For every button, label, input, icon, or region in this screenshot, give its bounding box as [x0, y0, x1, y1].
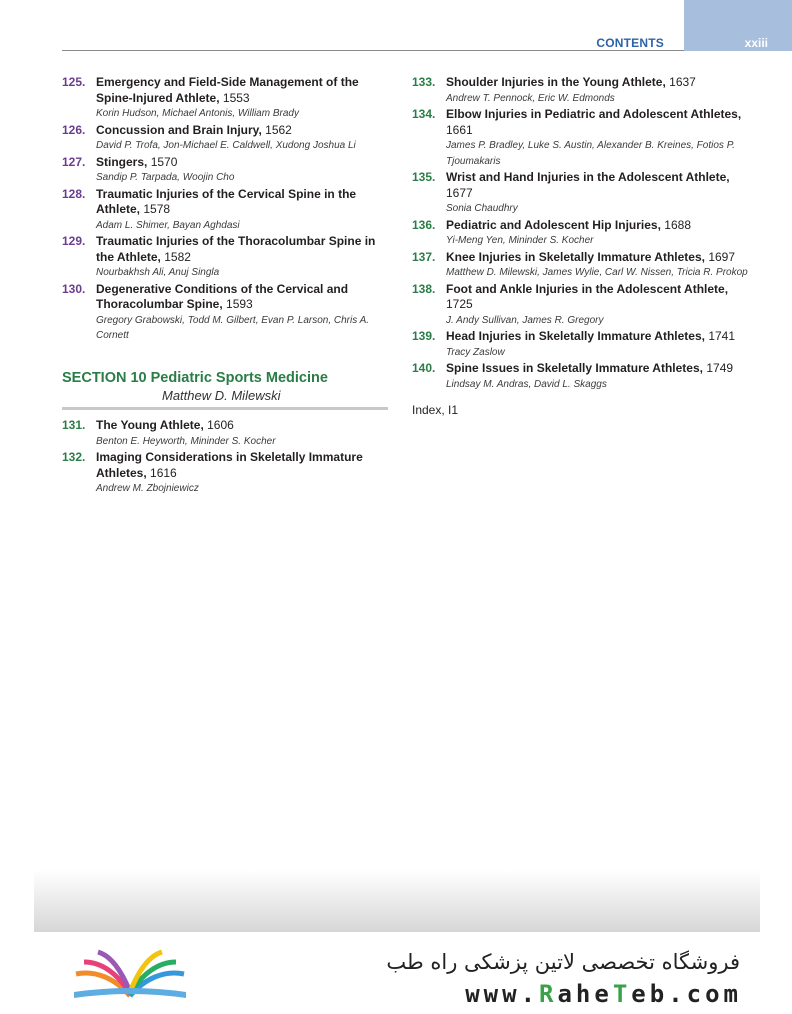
- toc-entry: [412, 170, 752, 217]
- chapter-number: 135.: [412, 170, 436, 184]
- section-heading: [62, 370, 388, 403]
- promo-text: فروشگاه تخصصی لاتین پزشکی راه طب: [386, 950, 740, 974]
- chapter-title: Shoulder Injuries in the Young Athlete,: [446, 75, 666, 89]
- chapter-page: 1562: [265, 122, 292, 137]
- chapter-title: Pediatric and Adolescent Hip Injuries,: [446, 217, 661, 232]
- chapter-title: The Young Athlete,: [96, 418, 204, 432]
- chapter-page: 1688: [664, 217, 691, 232]
- chapter-page: 1553: [222, 90, 250, 105]
- book-logo-icon: [70, 948, 190, 1004]
- chapter-page: 1578: [143, 202, 171, 216]
- chapter-number: 131.: [62, 418, 86, 432]
- chapter-title-line: [96, 123, 392, 139]
- chapter-title-line: [446, 170, 752, 201]
- chapter-title-line: [446, 250, 752, 266]
- section-title: SECTION 10 Pediatric Sports Medicine: [62, 370, 328, 386]
- toc-entry: [62, 234, 392, 281]
- chapter-title-line: [446, 282, 752, 313]
- chapter-title-line: [96, 187, 392, 218]
- chapter-title: Traumatic Injuries of the Thoracolumbar Spine in the Athlete,: [96, 234, 376, 264]
- chapter-title: Head Injuries in Skeletally Immature Athletes,: [446, 329, 705, 343]
- chapter-page: 1593: [226, 297, 253, 311]
- chapter-page: 1697: [708, 249, 736, 264]
- chapter-title: Concussion and Brain Injury,: [96, 122, 262, 137]
- toc-entry: [62, 418, 392, 449]
- chapter-page: 1725: [446, 297, 473, 311]
- toc-entry: [412, 361, 752, 392]
- toc-entry: [412, 75, 752, 106]
- toc-entry: [412, 329, 752, 360]
- index-entry: Index, I1: [412, 403, 459, 417]
- chapter-number: 130.: [62, 281, 86, 296]
- chapter-title: Knee Injuries in Skeletally Immature Athletes,: [446, 249, 705, 264]
- chapter-authors: David P. Trofa, Jon-Michael E. Caldwell, Xudong Joshua Li: [96, 140, 356, 151]
- chapter-authors: Benton E. Heyworth, Mininder S. Kocher: [96, 435, 276, 447]
- chapter-authors: Matthew D. Milewski, James Wylie, Carl W. Nissen, Tricia R. Prokop: [446, 267, 748, 278]
- page-number: xxiii: [744, 36, 768, 50]
- chapter-page: 1741: [708, 329, 736, 343]
- chapter-number: 128.: [62, 186, 86, 201]
- chapter-title-line: [446, 107, 752, 138]
- chapter-title: Degenerative Conditions of the Cervical and Thoracolumbar Spine,: [96, 281, 349, 311]
- chapter-title-line: [96, 450, 392, 481]
- running-head: CONTENTS: [596, 36, 664, 50]
- toc-right-column: [412, 75, 752, 393]
- chapter-title-line: [96, 234, 392, 265]
- chapter-page: 1582: [164, 249, 191, 264]
- chapter-number: 136.: [412, 217, 436, 232]
- chapter-title: Imaging Considerations in Skeletally Immature Athletes,: [96, 450, 363, 480]
- chapter-authors: James P. Bradley, Luke S. Austin, Alexander B. Kreines, Fotios P. Tjoumakaris: [446, 140, 735, 167]
- chapter-title-line: [96, 155, 392, 171]
- toc-entry: [412, 107, 752, 169]
- chapter-title-line: [96, 75, 392, 106]
- chapter-page: 1637: [669, 75, 696, 89]
- chapter-title: Stingers,: [96, 154, 148, 169]
- promo-url: www.RaheTeb.com: [465, 980, 742, 1008]
- toc-section-column: [62, 418, 392, 498]
- chapter-title: Traumatic Injuries of the Cervical Spine in the Athlete,: [96, 186, 357, 216]
- chapter-number: 139.: [412, 329, 436, 343]
- chapter-page: 1616: [150, 465, 177, 480]
- chapter-number: 127.: [62, 154, 86, 169]
- toc-entry: [412, 282, 752, 329]
- chapter-title-line: [446, 329, 752, 345]
- chapter-title-line: [96, 418, 392, 434]
- toc-entry: [62, 75, 392, 122]
- chapter-page: 1570: [150, 154, 178, 169]
- chapter-title-line: [446, 75, 752, 91]
- chapter-number: 132.: [62, 450, 86, 464]
- toc-entry: [62, 450, 392, 497]
- toc-entry: [62, 282, 392, 344]
- chapter-authors: Tracy Zaslow: [446, 346, 505, 358]
- chapter-authors: Lindsay M. Andras, David L. Skaggs: [446, 378, 607, 390]
- chapter-number: 134.: [412, 107, 436, 121]
- chapter-number: 140.: [412, 361, 436, 375]
- toc-entry: [62, 123, 392, 154]
- toc-entry: [62, 155, 392, 186]
- chapter-authors: J. Andy Sullivan, James R. Gregory: [446, 314, 604, 326]
- chapter-page: 1606: [207, 418, 234, 432]
- section-rule: [62, 407, 388, 410]
- chapter-authors: Andrew M. Zbojniewicz: [96, 483, 199, 494]
- chapter-title: Foot and Ankle Injuries in the Adolescent Athlete,: [446, 281, 729, 296]
- chapter-authors: Adam L. Shimer, Bayan Aghdasi: [96, 219, 240, 231]
- section-editor: Matthew D. Milewski: [162, 388, 281, 403]
- chapter-page: 1661: [446, 122, 473, 137]
- chapter-number: 125.: [62, 75, 86, 89]
- chapter-page: 1677: [446, 185, 473, 200]
- chapter-authors: Korin Hudson, Michael Antonis, William Brady: [96, 108, 299, 119]
- footer-shadow: [34, 870, 760, 932]
- toc-entry: [62, 187, 392, 234]
- chapter-page: 1749: [706, 361, 734, 375]
- toc-entry: [412, 250, 752, 281]
- chapter-title: Wrist and Hand Injuries in the Adolescent Athlete,: [446, 170, 730, 184]
- chapter-authors: Sandip P. Tarpada, Woojin Cho: [96, 172, 235, 183]
- chapter-title: Elbow Injuries in Pediatric and Adolescent Athletes,: [446, 107, 742, 121]
- chapter-authors: Yi-Meng Yen, Mininder S. Kocher: [446, 235, 594, 246]
- chapter-title-line: [446, 218, 752, 234]
- chapter-title-line: [446, 361, 752, 377]
- chapter-title: Spine Issues in Skeletally Immature Athletes,: [446, 361, 703, 375]
- chapter-authors: Sonia Chaudhry: [446, 203, 518, 214]
- chapter-number: 137.: [412, 249, 436, 264]
- chapter-authors: Nourbakhsh Ali, Anuj Singla: [96, 267, 220, 278]
- chapter-number: 129.: [62, 234, 86, 248]
- chapter-number: 126.: [62, 122, 86, 137]
- chapter-authors: Andrew T. Pennock, Eric W. Edmonds: [446, 92, 615, 104]
- header-rule: [62, 50, 684, 51]
- chapter-title: Emergency and Field-Side Management of the Spine-Injured Athlete,: [96, 75, 359, 105]
- chapter-number: 133.: [412, 75, 436, 89]
- chapter-authors: Gregory Grabowski, Todd M. Gilbert, Evan P. Larson, Chris A. Cornett: [96, 314, 370, 341]
- chapter-title-line: [96, 282, 392, 313]
- toc-left-column: [62, 75, 392, 345]
- chapter-number: 138.: [412, 281, 436, 296]
- toc-entry: [412, 218, 752, 249]
